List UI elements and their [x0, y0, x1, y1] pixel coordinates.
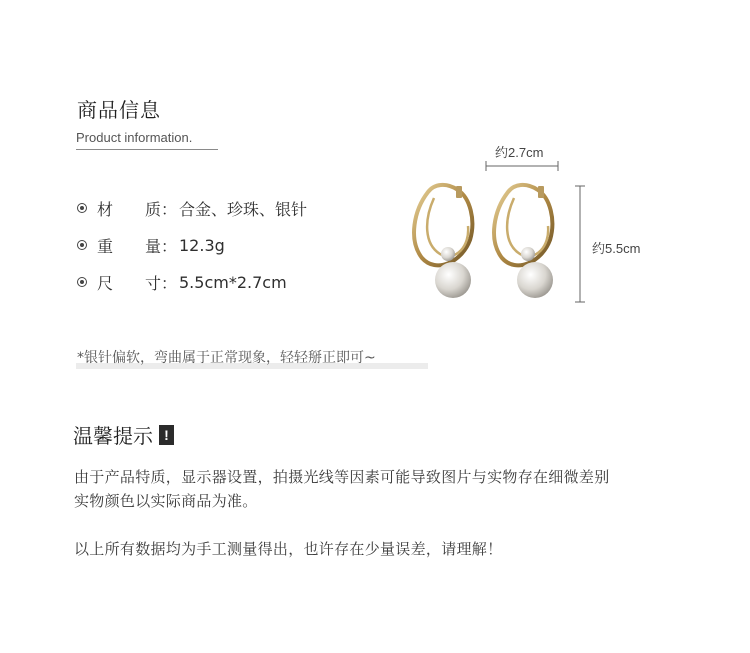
- earring-product-image: [400, 140, 670, 320]
- tips-heading: [73, 420, 174, 449]
- tips-line-1: 由于产品特质，显示器设置，拍摄光线等因素可能导致图片与实物存在细微差别: [74, 468, 610, 486]
- spec-value: 合金、珍珠、银针: [179, 199, 308, 219]
- product-info-title: 商品信息: [77, 98, 161, 122]
- left-earring: [414, 185, 472, 298]
- spec-label: 尺 寸：: [97, 273, 178, 293]
- spec-label: 重 量：: [97, 236, 178, 256]
- spec-row-material: [77, 196, 307, 220]
- width-dimension-line: [486, 161, 558, 171]
- bullet-icon: [77, 277, 87, 287]
- tips-title: 温馨提示: [73, 424, 153, 448]
- tips-line-3: 以上所有数据均为手工测量得出，也许存在少量误差，请理解！: [74, 540, 503, 558]
- bullet-icon: [77, 240, 87, 250]
- right-earring: [494, 185, 553, 298]
- spec-label: 材 质：: [97, 199, 178, 219]
- height-label: 约5.5cm: [592, 241, 641, 256]
- exclamation-icon: !: [159, 425, 174, 445]
- care-note: *银针偏软，弯曲属于正常现象，轻轻掰正即可~: [77, 350, 376, 366]
- width-label: 约2.7cm: [495, 145, 544, 160]
- title-underline: [76, 149, 218, 150]
- spec-row-weight: [77, 233, 225, 257]
- spec-row-size: [77, 270, 287, 294]
- tips-line-2: 实物颜色以实际商品为准。: [74, 492, 258, 510]
- bullet-icon: [77, 203, 87, 213]
- product-info-subtitle: Product information.: [76, 130, 193, 145]
- height-dimension-line: [575, 186, 585, 302]
- spec-value: 5.5cm*2.7cm: [179, 272, 287, 292]
- spec-value: 12.3g: [179, 235, 225, 255]
